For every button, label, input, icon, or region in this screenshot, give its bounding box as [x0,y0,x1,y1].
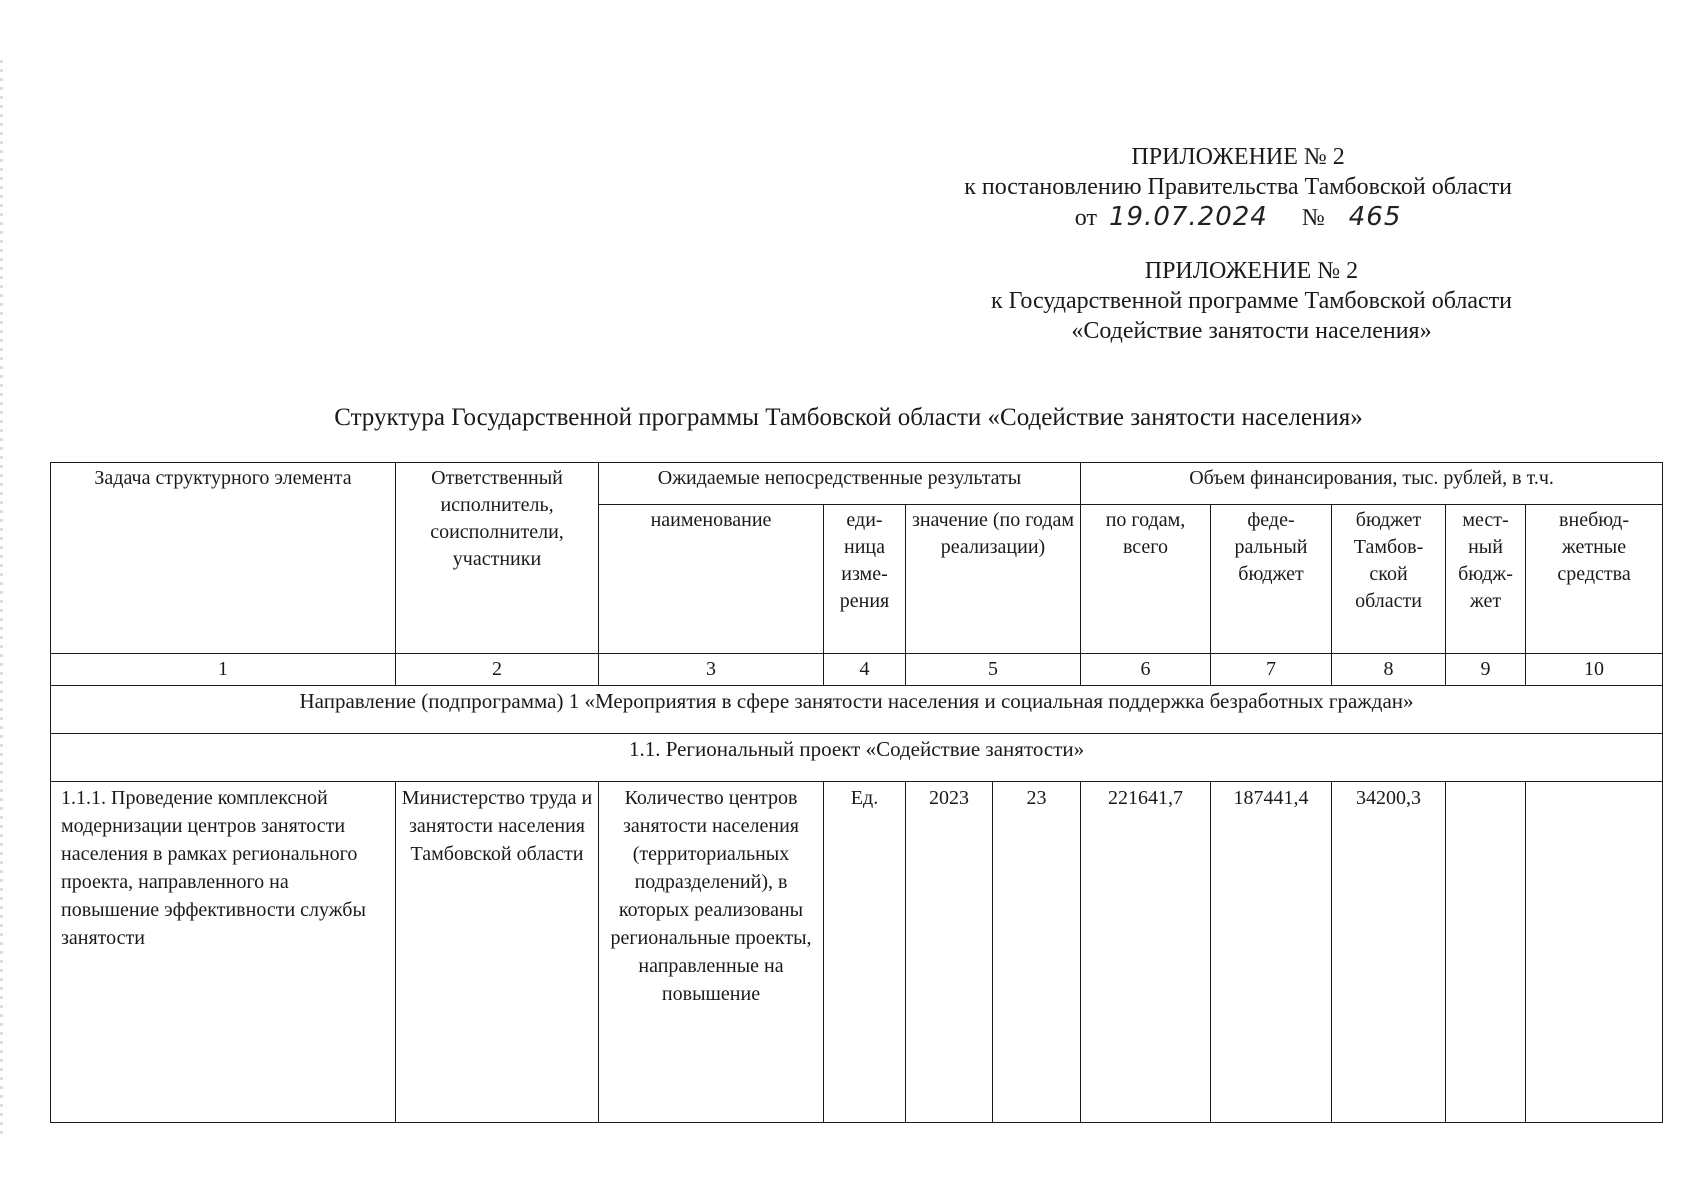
row-regional: 34200,3 [1332,782,1446,1123]
table-row [51,782,1663,1123]
approval-title: ПРИЛОЖЕНИЕ № 2 [1131,144,1345,170]
row-year: 2023 [906,782,993,1123]
row-extrabudget [1526,782,1663,1123]
project-row [51,734,1663,782]
column-number: 8 [1332,654,1446,686]
header-financing: Объем финансирования, тыс. рублей, в т.ч. [1081,463,1663,505]
program-structure-table [50,462,1663,1123]
project-title: 1.1. Региональный проект «Содействие занятости» [51,734,1663,782]
column-number: 10 [1526,654,1663,686]
header-unit: еди- ница изме- рения [824,505,906,654]
row-federal: 187441,4 [1211,782,1332,1123]
document-title: Структура Государственной программы Тамбовской области «Содействие занятости населения» [334,404,1363,431]
from-label: от [1074,205,1097,231]
row-result-name: Количество центров занятости населения (территориальных подразделений), в которых реализованы региональные проекты, направленные на повышение [599,782,824,1123]
column-number: 1 [51,654,396,686]
column-number: 3 [599,654,824,686]
direction-title: Направление (подпрограмма) 1 «Мероприятия в сфере занятости населения и социальная поддержка безработных граждан» [51,686,1663,734]
row-value: 23 [993,782,1081,1123]
row-total: 221641,7 [1081,782,1211,1123]
approval-title: ПРИЛОЖЕНИЕ № 2 [1144,258,1359,284]
header-value: значение (по годам реализации) [906,505,1081,654]
row-local [1446,782,1526,1123]
header-total-by-year: по годам, всего [1081,505,1211,654]
approval-block-state-program [991,256,1512,346]
handwritten-number: 465 [1348,202,1402,232]
header-extrabudget: внебюд- жетные средства [1526,505,1663,654]
column-number: 6 [1081,654,1211,686]
handwritten-date: 19.07.2024 [1108,202,1268,232]
column-number: 5 [906,654,1081,686]
header-local: мест- ный бюдж- жет [1446,505,1526,654]
column-number: 2 [396,654,599,686]
header-federal: феде- ральный бюджет [1211,505,1332,654]
column-numbers-row [51,654,1663,686]
column-number: 9 [1446,654,1526,686]
approval-line: к постановлению Правительства Тамбовской области [964,174,1512,200]
row-responsible: Министерство труда и занятости населения Тамбовской области [396,782,599,1123]
direction-row [51,686,1663,734]
decree-reference [964,202,1512,233]
header-result-name: наименование [599,505,824,654]
column-number: 4 [824,654,906,686]
row-task: 1.1.1. Проведение комплексной модернизации центров занятости населения в рамках регионального проекта, направленного на повышение эффективности службы занятости [51,782,396,1123]
header-expected-results: Ожидаемые непосредственные результаты [599,463,1081,505]
header-responsible: Ответственный исполнитель, соисполнители, участники [396,463,599,654]
header-row-1 [51,463,1663,505]
scan-edge-artifact [0,60,3,1140]
approval-line-2: «Содействие занятости населения» [1071,318,1432,344]
number-label: № [1301,205,1325,231]
approval-block-government-decree [964,142,1512,233]
row-unit: Ед. [824,782,906,1123]
approval-line-1: к Государственной программе Тамбовской области [990,288,1512,314]
header-regional: бюджет Тамбов- ской области [1332,505,1446,654]
column-number: 7 [1211,654,1332,686]
header-task: Задача структурного элемента [51,463,396,654]
